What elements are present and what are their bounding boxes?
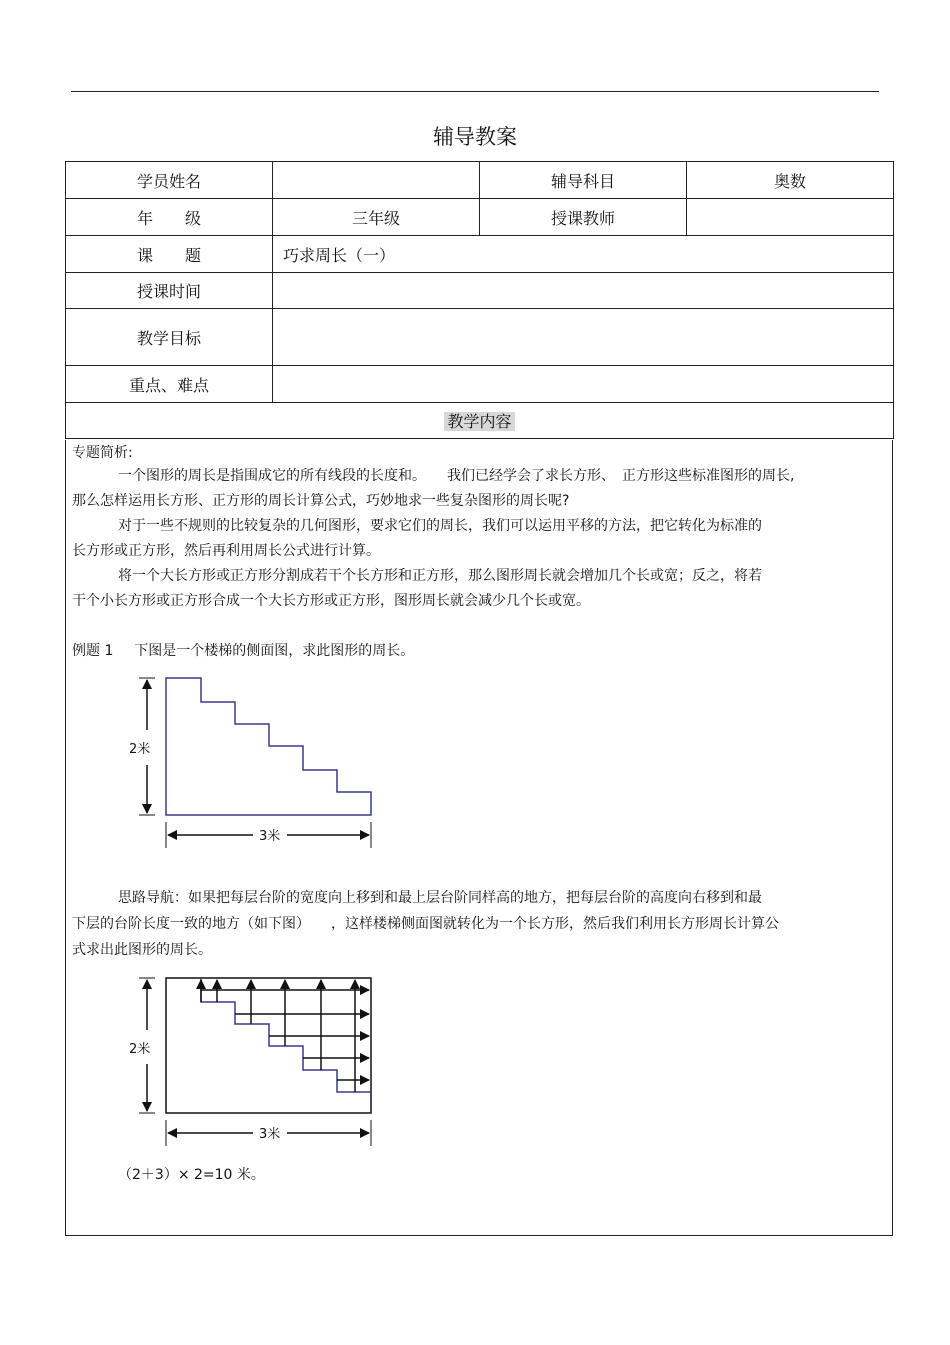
staircase-figure bbox=[121, 670, 441, 855]
inner-staircase bbox=[201, 978, 371, 1092]
info-table bbox=[65, 161, 894, 439]
content-body bbox=[72, 442, 884, 664]
goal-label: 教学目标 bbox=[66, 309, 273, 366]
page-title: 辅导教案 bbox=[433, 125, 517, 149]
para1-line2: 那么怎样运用长方形、正方形的周长计算公式，巧妙地求一些复杂图形的周长呢? bbox=[72, 493, 570, 509]
grade-label: 年 级 bbox=[66, 199, 273, 236]
para2-line2: 长方形或正方形，然后再利用周长公式进行计算。 bbox=[72, 543, 380, 559]
intro-label: 专题简析: bbox=[72, 445, 133, 461]
subject-value: 奥数 bbox=[687, 162, 894, 199]
time-value bbox=[273, 273, 894, 309]
content-box bbox=[65, 440, 893, 1236]
answer: （2＋3）× 2=10 米。 bbox=[118, 1167, 265, 1183]
para3-line1: 将一个大长方形或正方形分割成若干个长方形和正方形，那么图形周长就会增加几个长或宽；反之，将若 bbox=[118, 568, 762, 584]
width-label-1: 3米 bbox=[259, 829, 281, 844]
staircase-outline bbox=[166, 678, 371, 815]
height-label-2: 2米 bbox=[129, 1042, 151, 1057]
hint-line2: 下层的台阶长度一致的地方（如下图） ，这样楼梯侧面图就转化为一个长方形，然后我们利用长方形周长计算公 bbox=[72, 916, 779, 932]
height-label-1: 2米 bbox=[129, 742, 151, 757]
example-text: 下图是一个楼梯的侧面图，求此图形的周长。 bbox=[134, 643, 415, 659]
keypoint-label: 重点、难点 bbox=[66, 366, 273, 403]
hint-line1: 思路导航：如果把每层台阶的宽度向上移到和最上层台阶同样高的地方，把每层台阶的高度向右移到和最 bbox=[118, 890, 762, 906]
student-value bbox=[273, 162, 480, 199]
header-rule bbox=[71, 91, 879, 92]
para2-line1: 对于一些不规则的比较复杂的几何图形，要求它们的周长，我们可以运用平移的方法，把它转化为标准的 bbox=[118, 518, 762, 534]
para3-line2: 干个小长方形或正方形合成一个大长方形或正方形，图形周长就会减少几个长或宽。 bbox=[72, 593, 590, 609]
teacher-label: 授课教师 bbox=[480, 199, 687, 236]
topic-label: 课 题 bbox=[66, 236, 273, 273]
time-label: 授课时间 bbox=[66, 273, 273, 309]
hint-block bbox=[72, 885, 884, 963]
teacher-value bbox=[687, 199, 894, 236]
student-label: 学员姓名 bbox=[66, 162, 273, 199]
topic-value: 巧求周长（一） bbox=[273, 236, 894, 273]
grade-value: 三年级 bbox=[273, 199, 480, 236]
goal-value bbox=[273, 309, 894, 366]
subject-label: 辅导科目 bbox=[480, 162, 687, 199]
keypoint-value bbox=[273, 366, 894, 403]
hint-line3: 式求出此图形的周长。 bbox=[72, 942, 212, 958]
content-header: 教学内容 bbox=[444, 412, 514, 431]
rectangle-figure bbox=[121, 970, 441, 1155]
example-label: 例题 1 bbox=[72, 643, 114, 659]
width-label-2: 3米 bbox=[259, 1127, 281, 1142]
para1-line1: 一个图形的周长是指围成它的所有线段的长度和。 我们已经学会了求长方形、 正方形这些标准图形的周长, bbox=[118, 468, 795, 484]
